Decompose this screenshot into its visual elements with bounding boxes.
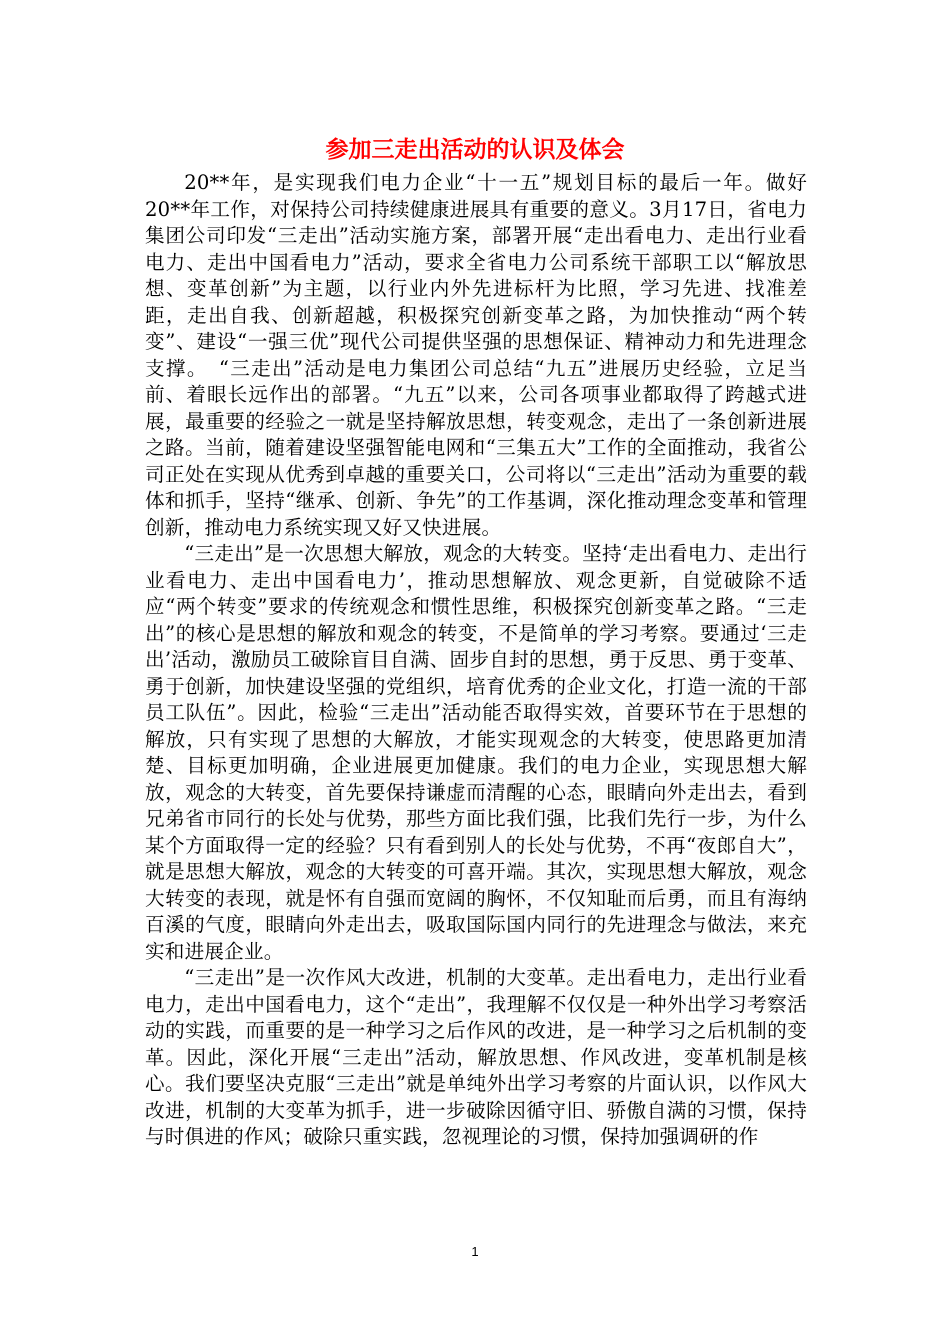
paragraph: 20**年，是实现我们电力企业“十一五”规划目标的最后一年。做好20**年工作，对保持公司持续健康进展具有重要的意义。3月17日，省电力集团公司印发“三走出”活动实施方案，部署开展“走出看电力、走出行业看电力、走出中国看电力”活动，要求全省电力公司系统干部职工以“解放思想、变革创新”为主题，以行业内外先进标杆为比照，学习先进、找准差距，走出自我、创新超越，积极探究创新变革之路，为加快推动“两个转变”、建设“一强三优”现代公司提供坚强的思想保证、精神动力和先进理念支撑。 “三走出”活动是电力集团公司总结“九五”进展历史经验，立足当前、着眼长远作出的部署。“九五”以来，公司各项事业都取得了跨越式进展，最重要的经验之一就是坚持解放思想，转变观念，走出了一条创新进展之路。当前，随着建设坚强智能电网和“三集五大”工作的全面推动，我省公司正处在实现从优秀到卓越的重要关口，公司将以“三走出”活动为重要的载体和抓手，坚持“继承、创新、争先”的工作基调，深化推动理念变革和管理创新，推动电力系统实现又好又快进展。 [145,171,807,539]
document-body [145,170,807,1151]
page-number: 1 [471,1244,479,1259]
paragraph: “三走出”是一次作风大改进，机制的大变革。走出看电力，走出行业看电力，走出中国看电力，这个“走出”，我理解不仅仅是一种外出学习考察活动的实践，而重要的是一种学习之后作风的改进，是一种学习之后机制的变革。因此，深化开展“三走出”活动，解放思想、作风改进，变革机制是核心。我们要坚决克服“三走出”就是单纯外出学习考察的片面认识，以作风大改进，机制的大变革为抓手，进一步破除因循守旧、骄傲自满的习惯，保持与时俱进的作风；破除只重实践，忽视理论的习惯，保持加强调研的作 [145,966,807,1148]
document-title: 参加三走出活动的认识及体会 [325,136,625,163]
paragraph: “三走出”是一次思想大解放，观念的大转变。坚持‘走出看电力、走出行业看电力、走出中国看电力’，推动思想解放、观念更新，自觉破除不适应“两个转变”要求的传统观念和惯性思维，积极探究创新变革之路。“三走出”的核心是思想的解放和观念的转变，不是简单的学习考察。要通过‘三走出’活动，激励员工破除盲目自满、固步自封的思想，勇于反思、勇于变革、勇于创新，加快建设坚强的党组织，培育优秀的企业文化，打造一流的干部员工队伍”。因此，检验“三走出”活动能否取得实效，首要环节在于思想的解放，只有实现了思想的大解放，才能实现观念的大转变，使思路更加清楚、目标更加明确，企业进展更加健康。我们的电力企业，实现思想大解放，观念的大转变，首先要保持谦虚而清醒的心态，眼睛向外走出去，看到兄弟省市同行的长处与优势，那些方面比我们强，比我们先行一步，为什么某个方面取得一定的经验？只有看到别人的长处与优势，不再“夜郎自大”，就是思想大解放，观念的大转变的可喜开端。其次，实现思想大解放，观念大转变的表现，就是怀有自强而宽阔的胸怀，不仅知耻而后勇，而且有海纳百溪的气度，眼睛向外走出去，吸取国际国内同行的先进理念与做法，来充实和进展企业。 [145,542,807,963]
